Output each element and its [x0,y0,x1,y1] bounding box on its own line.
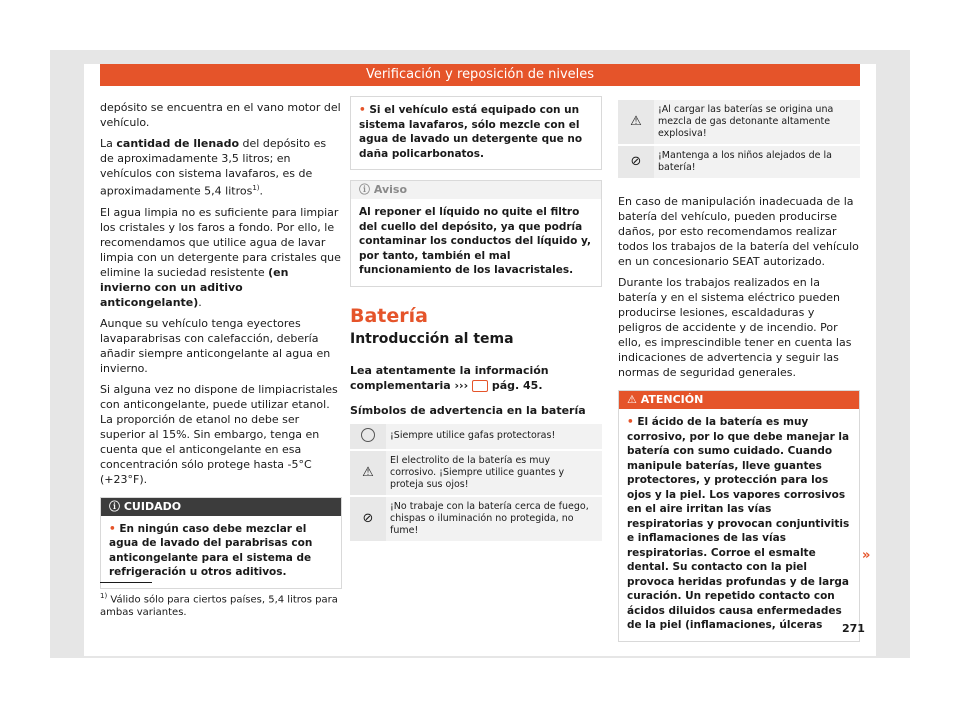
table-cell: ¡Siempre utilice gafas protectoras! [386,424,602,450]
aviso-box [350,180,602,287]
atencion-text: • El ácido de la batería es muy corrosivo, por lo que debe manejar la batería con sumo cuidado. Cuando manipule baterías, lleve guantes protectores, y protección para los ojos y la piel. Los vapores corrosivos en el aire irritan las vías respiratorias y provocan conjuntivitis e inflamaciones de las vías respiratorias. Corroe el esmalte dental. Su contacto con la piel provoca heridas profundas y de larga curación. Un repetido contacto con ácidos diluidos causa enfermedades de la piel (inflamaciones, úlceras [619,409,859,641]
symbols-table [350,424,602,543]
footnote-divider [100,582,152,583]
cuidado-text: • En ningún caso debe mezclar el agua de lavado del parabrisas con anticongelante para el sistema de refrigeración u otros aditivos. [101,516,341,588]
footnote-ref: 1) [252,184,260,192]
book-ref-icon [472,380,488,392]
text: . [198,295,202,309]
text: El agua limpia no es suficiente para limpiar los cristales y los faros a fondo. Por ello, le recomendamos que utilice agua de lavar limpia con un detergente para cristales que elimine la suciedad resistente [100,205,341,279]
paragraph: Si alguna vez no dispone de limpiacristales con anticongelante, puede utilizar etanol. La proporción de etanol no debe ser superior al 15%. Sin embargo, tenga en cuenta que el anticongelante en esa concentración sólo protege hasta -5°C (+23°F). [100,382,338,486]
atencion-box [618,390,860,642]
page-number: 271 [842,622,865,635]
table-row [618,145,860,179]
paragraph: depósito se encuentra en el vano motor del vehículo. [100,101,341,129]
cuidado-box [100,497,342,589]
page-ref-link[interactable]: pág. 45 [491,378,539,392]
info-icon: ⓘ [109,499,124,513]
footnote [100,590,340,619]
symbols-title: Símbolos de advertencia en la batería [350,403,586,417]
corrosive-icon: ⚠ [350,450,386,496]
sub-title: Introducción al tema [350,330,514,347]
atencion-header [619,391,859,409]
bold-text: cantidad de llenado [116,137,240,150]
info-icon: ⓘ [359,183,374,196]
text: La [100,137,117,150]
text: del depósito es de aproximadamente 3,5 litros; en vehículos con sistema lavafaros, es de aproximadamente 5,4 litros [100,137,327,198]
no-fire-icon: ⊘ [350,496,386,542]
paragraph: Aunque su vehículo tenga eyectores lavaparabrisas con calefacción, debería añadir siempre anticongelante al agua en invierno. [100,316,331,375]
no-children-icon: ⊘ [618,145,654,179]
atencion-title: ATENCIÓN [640,393,704,406]
intro-text: Lea atentamente la información complementaria ››› pág. 45. [350,363,549,392]
column-right [618,100,860,642]
paragraph: En caso de manipulación inadecuada de la batería del vehículo, pueden producirse daños, por esto recomendamos realizar todos los trabajos de la batería del vehículo en un concesionario SEAT autorizado. [618,195,859,268]
table-cell: ¡Mantenga a los niños alejados de la batería! [654,145,860,179]
continued-text: • Si el vehículo está equipado con un sistema lavafaros, sólo mezcle con el agua de lavado un detergente que no daña policarbonatos. [351,97,601,169]
paragraph [100,205,342,310]
column-middle [350,96,602,543]
cuidado-title: CUIDADO [123,499,182,513]
paragraph [100,136,342,199]
continue-mark: » [862,548,871,563]
aviso-title: Aviso [373,183,408,196]
paragraph: Durante los trabajos realizados en la batería y en el sistema eléctrico pueden producirse lesiones, escaldaduras y peligros de accidente y de incendio. Por ello, es imprescindible tener en cuenta las indicaciones de advertencia y seguir las normas de seguridad generales. [618,276,852,379]
aviso-header [351,181,601,199]
aviso-text: Al reponer el líquido no quite el filtro del cuello del depósito, ya que podría contaminar los conductos del líquido y, por tanto, también el mal funcionamiento de los lavacristales. [359,206,592,276]
explosive-icon: ⚠ [618,100,654,145]
page-header: Verificación y reposición de niveles [100,64,860,86]
text: . [259,184,264,198]
section-title: Batería [350,304,428,327]
warning-icon: ⚠ [627,393,641,406]
text: Lea atentamente la información complementaria ››› [350,363,549,392]
table-cell: ¡No trabaje con la batería cerca de fuego, chispas o iluminación no protegida, no fume! [386,496,602,542]
table-row [350,496,602,542]
table-row [350,424,602,450]
cuidado-header [101,498,341,516]
table-cell: El electrolito de la batería es muy corrosivo. ¡Siempre utilice guantes y proteja sus ojos! [386,450,602,496]
column-left [100,100,342,589]
symbols-table [618,100,860,180]
bold-text: (en invierno con un aditivo anticongelante) [100,265,289,309]
goggles-icon [350,424,386,450]
footnote-mark: 1) [100,592,108,600]
footnote-text: Válido sólo para ciertos países, 5,4 litros para ambas variantes. [100,594,338,619]
table-cell: ¡Al cargar las baterías se origina una mezcla de gas detonante altamente explosiva! [654,100,860,145]
table-row [618,100,860,145]
continued-box [350,96,602,170]
table-row [350,450,602,496]
